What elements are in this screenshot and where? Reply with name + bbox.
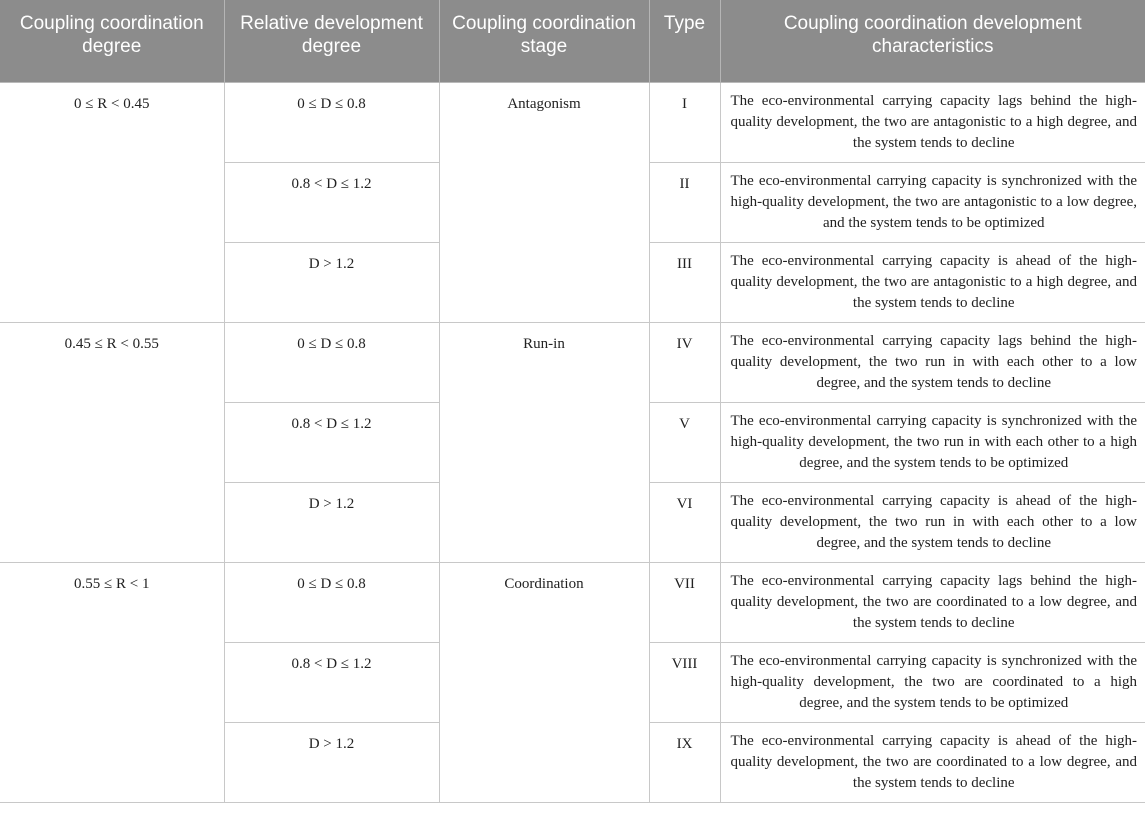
type-cell: IX bbox=[649, 722, 720, 802]
type-cell: III bbox=[649, 242, 720, 322]
coupling-degree-cell: 0.45 ≤ R < 0.55 bbox=[0, 322, 224, 562]
relative-degree-cell: 0 ≤ D ≤ 0.8 bbox=[224, 562, 439, 642]
relative-degree-cell: 0 ≤ D ≤ 0.8 bbox=[224, 82, 439, 162]
type-cell: II bbox=[649, 162, 720, 242]
relative-degree-cell: 0.8 < D ≤ 1.2 bbox=[224, 162, 439, 242]
type-cell: IV bbox=[649, 322, 720, 402]
characteristics-cell: The eco-environmental carrying capacity is ahead of the high-quality development, the two run in with each other to a low degree, and the system tends to decline bbox=[720, 482, 1145, 562]
characteristics-cell: The eco-environmental carrying capacity is ahead of the high-quality development, the two are coordinated to a low degree, and the system tends to decline bbox=[720, 722, 1145, 802]
table-row bbox=[0, 82, 1145, 162]
characteristics-cell: The eco-environmental carrying capacity lags behind the high-quality development, the two are coordinated to a low degree, and the system tends to decline bbox=[720, 562, 1145, 642]
characteristics-cell: The eco-environmental carrying capacity is synchronized with the high-quality development, the two are coordinated to a high degree, and the system tends to be optimized bbox=[720, 642, 1145, 722]
header-row bbox=[0, 0, 1145, 82]
header-relative-development-degree: Relative development degree bbox=[224, 0, 439, 82]
stage-cell: Run-in bbox=[439, 322, 649, 562]
table-row bbox=[0, 322, 1145, 402]
stage-cell: Coordination bbox=[439, 562, 649, 802]
coupling-degree-cell: 0 ≤ R < 0.45 bbox=[0, 82, 224, 322]
header-coupling-coordination-degree: Coupling coordination degree bbox=[0, 0, 224, 82]
characteristics-cell: The eco-environmental carrying capacity lags behind the high-quality development, the two run in with each other to a low degree, and the system tends to decline bbox=[720, 322, 1145, 402]
coupling-degree-cell: 0.55 ≤ R < 1 bbox=[0, 562, 224, 802]
type-cell: VIII bbox=[649, 642, 720, 722]
type-cell: VI bbox=[649, 482, 720, 562]
characteristics-cell: The eco-environmental carrying capacity is synchronized with the high-quality development, the two run in with each other to a high degree, and the system tends to be optimized bbox=[720, 402, 1145, 482]
stage-cell: Antagonism bbox=[439, 82, 649, 322]
table-header bbox=[0, 0, 1145, 82]
characteristics-cell: The eco-environmental carrying capacity is synchronized with the high-quality development, the two are antagonistic to a low degree, and the system tends to be optimized bbox=[720, 162, 1145, 242]
table-body bbox=[0, 82, 1145, 802]
characteristics-cell: The eco-environmental carrying capacity lags behind the high-quality development, the two are antagonistic to a high degree, and the system tends to decline bbox=[720, 82, 1145, 162]
relative-degree-cell: 0.8 < D ≤ 1.2 bbox=[224, 402, 439, 482]
header-characteristics: Coupling coordination development characteristics bbox=[720, 0, 1145, 82]
relative-degree-cell: 0.8 < D ≤ 1.2 bbox=[224, 642, 439, 722]
type-cell: V bbox=[649, 402, 720, 482]
header-type: Type bbox=[649, 0, 720, 82]
relative-degree-cell: D > 1.2 bbox=[224, 722, 439, 802]
relative-degree-cell: D > 1.2 bbox=[224, 482, 439, 562]
relative-degree-cell: D > 1.2 bbox=[224, 242, 439, 322]
characteristics-cell: The eco-environmental carrying capacity is ahead of the high-quality development, the two are antagonistic to a high degree, and the system tends to decline bbox=[720, 242, 1145, 322]
table-row bbox=[0, 562, 1145, 642]
relative-degree-cell: 0 ≤ D ≤ 0.8 bbox=[224, 322, 439, 402]
type-cell: VII bbox=[649, 562, 720, 642]
type-cell: I bbox=[649, 82, 720, 162]
header-coupling-coordination-stage: Coupling coordination stage bbox=[439, 0, 649, 82]
